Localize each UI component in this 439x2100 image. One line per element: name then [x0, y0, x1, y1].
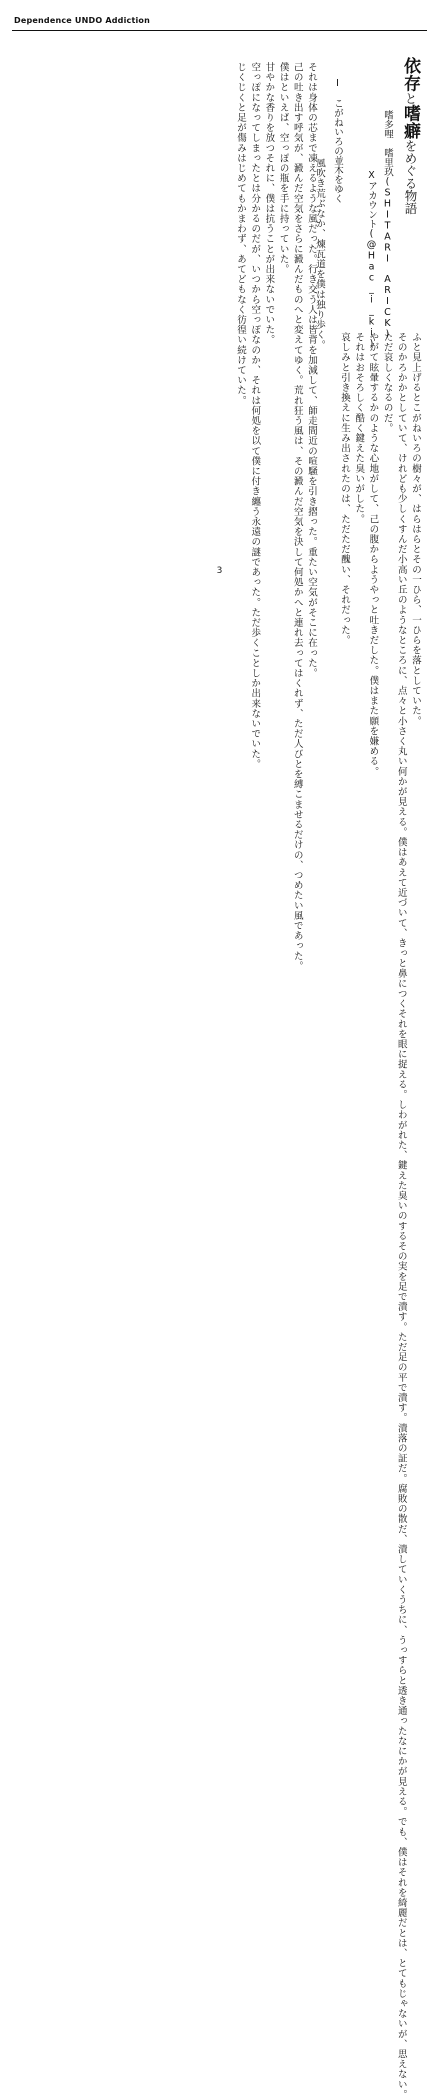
paragraph: 風吹き荒ぶなか、煉瓦道を僕は独り歩く。 [314, 148, 325, 350]
author-account: Xアカウント(@Hac_i_ki) [366, 170, 377, 350]
paragraph: ふと見上げるとこがねいろの樹々が、はらはらとその一ひら、一ひらを落としていた。 [410, 322, 421, 726]
author-name: 嗜多哩 嗜里玖(SHITARI ARICK) [382, 110, 393, 340]
paragraph: 哀しみと引き換えに生み出されたのは、ただただ醜い、それだった。 [338, 322, 350, 646]
paragraph: やがて眩暈するかのような心地がして、己の腹からようやっと吐きだした。僕はまた願を嫌める。 [367, 322, 379, 777]
header-rule [12, 30, 427, 31]
running-title: Dependence UNDO Addiction [14, 16, 151, 25]
paragraph: それは身体の芯まで凍えるような風だった。行き交う人は皆背を加減して、師走間近の喧騒を引き摺った。重たい空気がそこに在った。 [306, 52, 317, 679]
paragraph: 空っぽになってしまったとは分かるのだが、いつから空っぽなのか、それは何処を以て僕に付き纏う永遠の謎であった。ただ歩くことしか出来ないでいた。 [249, 52, 261, 770]
paragraph: ただ哀しくなるのだ。 [381, 322, 393, 434]
paragraph: じくじくと足が傷みはじめてもかまわず、あてどもなく彷徨い続けていた。 [234, 52, 246, 406]
title-part-1: 依存 [400, 57, 420, 92]
paragraph: 己の吐き出す呼気が、澱んだ空気をさらに澱んだものへと変えてゆく。荒れ狂う風は、その澱んだ空気を決して何処かへと連れ去ってはくれず、ただ人びとを縛こませるだけの、つめたい風であった。 [291, 52, 303, 972]
title-part-2: と [403, 92, 418, 105]
story-title [401, 57, 419, 267]
page-number: 3 [216, 566, 223, 576]
chapter-heading: I こがねいろの並木をゆく [332, 78, 343, 203]
paragraph: それはおそろしく酷く鍵えた臭いがした。 [353, 322, 365, 524]
paragraph: そのかろかかとしていて、けれども少しくすんだ小高い丘のようなところに、点々と小さく丸い何かが見える。僕はあえて近づいて、きっと鼻につくそれを眼に捉える。しわがれた、鍵えた臭いのするその実を足で潰す。ただ足の平で潰す。潰落の証だ。腐敗の散だ、潰していくうちに、うっすらと透き通ったなにかが見える。でも、僕はそれを綺麗だとは、とてもじゃないが、思えない。 [395, 322, 407, 2100]
title-part-3: 嗜癖 [400, 104, 420, 140]
body-upper-block [82, 52, 318, 972]
title-part-4: をめぐる物語 [403, 139, 418, 215]
paragraph: 僕はといえば、空っぽの瓶を手に持っていた。 [277, 52, 289, 275]
paragraph: 甘やかな香りを放つそれに、僕は抗うことが出来ないでいた。 [263, 52, 275, 345]
